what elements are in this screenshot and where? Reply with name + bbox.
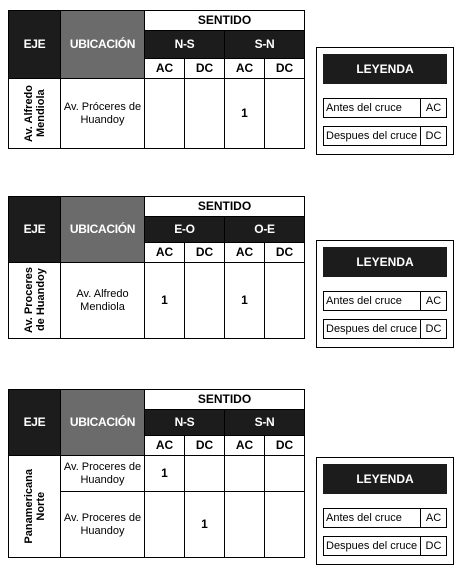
eje-label: Av. Alfredo Mendiola (22, 84, 47, 143)
eje-cell (9, 456, 61, 558)
eje-cell (9, 263, 61, 339)
dc-header: DC (265, 59, 305, 79)
legend-row-antes (323, 291, 447, 311)
legend-label: Despues del cruce (324, 320, 421, 338)
value-cell: 1 (145, 263, 185, 339)
sentido-header: SENTIDO (145, 197, 305, 217)
value-cell: 1 (225, 79, 265, 149)
legend-row-despues (323, 536, 447, 556)
direction-header-2: S-N (225, 31, 305, 59)
dc-header: DC (265, 436, 305, 456)
direction-header-2: O-E (225, 217, 305, 243)
ac-header: AC (145, 59, 185, 79)
direction-header-1: N-S (145, 410, 225, 436)
ubicacion-cell: Av. Proceres de Huandoy (61, 456, 145, 492)
dc-header: DC (265, 243, 305, 263)
value-cell (265, 492, 305, 558)
ubicacion-cell: Av. Próceres de Huandoy (61, 79, 145, 149)
traffic-table-1 (8, 10, 305, 149)
traffic-table-3 (8, 389, 305, 558)
sentido-header: SENTIDO (145, 11, 305, 31)
value-cell (265, 456, 305, 492)
sentido-header: SENTIDO (145, 390, 305, 410)
legend-title: LEYENDA (323, 54, 447, 84)
ac-header: AC (225, 59, 265, 79)
legend-row-despues (323, 126, 447, 146)
legend-code: DC (425, 540, 442, 552)
eje-label: Panamericana Norte (22, 469, 47, 544)
eje-label: Av. Proceres de Huandoy (22, 267, 47, 334)
legend-code: DC (425, 323, 442, 335)
legend-row-despues (323, 319, 447, 339)
direction-header-2: S-N (225, 410, 305, 436)
dc-header: DC (185, 59, 225, 79)
value-cell (185, 456, 225, 492)
legend-label: Despues del cruce (324, 537, 421, 555)
dc-header: DC (185, 243, 225, 263)
table-row (9, 456, 305, 492)
value-cell (225, 456, 265, 492)
legend-label: Antes del cruce (324, 509, 421, 527)
eje-header: EJE (9, 390, 61, 456)
eje-header: EJE (9, 11, 61, 79)
ac-header: AC (145, 243, 185, 263)
legend-box-1 (316, 47, 454, 155)
legend-label: Despues del cruce (324, 127, 421, 145)
ubicacion-cell: Av. Alfredo Mendiola (61, 263, 145, 339)
legend-title: LEYENDA (323, 247, 447, 277)
eje-cell (9, 79, 61, 149)
legend-row-antes (323, 98, 447, 118)
direction-header-1: N-S (145, 31, 225, 59)
value-cell (185, 79, 225, 149)
dc-header: DC (185, 436, 225, 456)
legend-row-antes (323, 508, 447, 528)
ubicacion-cell: Av. Proceres de Huandoy (61, 492, 145, 558)
ac-header: AC (145, 436, 185, 456)
value-cell: 1 (225, 263, 265, 339)
ubicacion-header: UBICACIÓN (61, 197, 145, 263)
legend-box-2 (316, 240, 454, 348)
value-cell (185, 263, 225, 339)
table-row (9, 79, 305, 149)
value-cell: 1 (185, 492, 225, 558)
value-cell (265, 263, 305, 339)
direction-header-1: E-O (145, 217, 225, 243)
value-cell (265, 79, 305, 149)
ac-header: AC (225, 436, 265, 456)
ac-header: AC (225, 243, 265, 263)
table-row (9, 263, 305, 339)
value-cell: 1 (145, 456, 185, 492)
traffic-table-2 (8, 196, 305, 339)
ubicacion-header: UBICACIÓN (61, 11, 145, 79)
value-cell (145, 492, 185, 558)
legend-title: LEYENDA (323, 464, 447, 494)
legend-label: Antes del cruce (324, 292, 421, 310)
eje-header: EJE (9, 197, 61, 263)
legend-box-3 (316, 457, 454, 565)
value-cell (145, 79, 185, 149)
legend-code: AC (425, 102, 442, 114)
legend-code: AC (425, 295, 442, 307)
ubicacion-header: UBICACIÓN (61, 390, 145, 456)
legend-label: Antes del cruce (324, 99, 421, 117)
value-cell (225, 492, 265, 558)
legend-code: AC (425, 512, 442, 524)
legend-code: DC (425, 130, 442, 142)
